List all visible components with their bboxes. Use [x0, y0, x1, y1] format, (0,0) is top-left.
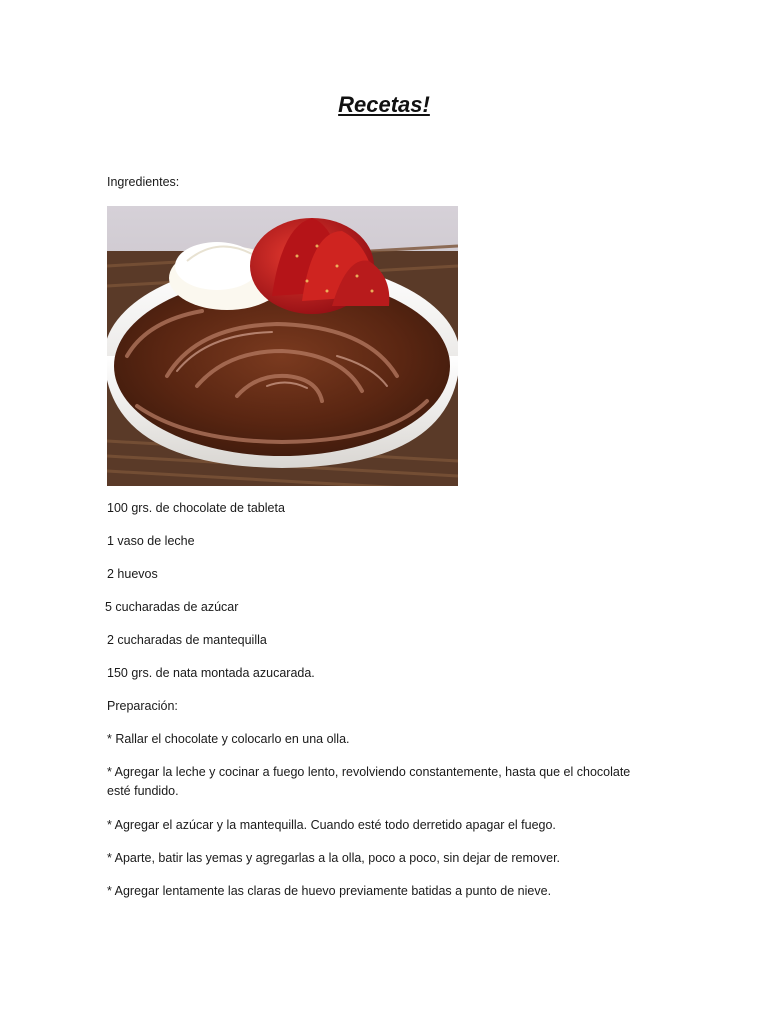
ingredients-heading: Ingredientes: [107, 175, 180, 189]
preparation-step: * Rallar el chocolate y colocarlo en una olla. [107, 732, 350, 746]
ingredient-item: 100 grs. de chocolate de tableta [107, 501, 285, 515]
ingredient-item: 2 cucharadas de mantequilla [107, 633, 267, 647]
ingredient-item: 2 huevos [107, 567, 158, 581]
page-title: Recetas! [338, 92, 430, 117]
ingredient-item: 5 cucharadas de azúcar [105, 600, 239, 614]
preparation-step: * Agregar el azúcar y la mantequilla. Cuando esté todo derretido apagar el fuego. [107, 818, 556, 832]
preparation-step: * Agregar lentamente las claras de huevo previamente batidas a punto de nieve. [107, 884, 552, 898]
preparation-step: * Agregar la leche y cocinar a fuego lento, revolviendo constantemente, hasta que el chocolate esté fundido. [107, 765, 631, 798]
preparation-step: * Aparte, batir las yemas y agregarlas a la olla, poco a poco, sin dejar de remover. [107, 851, 561, 865]
ingredient-item: 150 grs. de nata montada azucarada. [107, 666, 315, 680]
chocolate-mousse-photo [107, 206, 458, 486]
ingredient-item: 1 vaso de leche [107, 534, 195, 548]
preparation-heading: Preparación: [107, 699, 178, 713]
